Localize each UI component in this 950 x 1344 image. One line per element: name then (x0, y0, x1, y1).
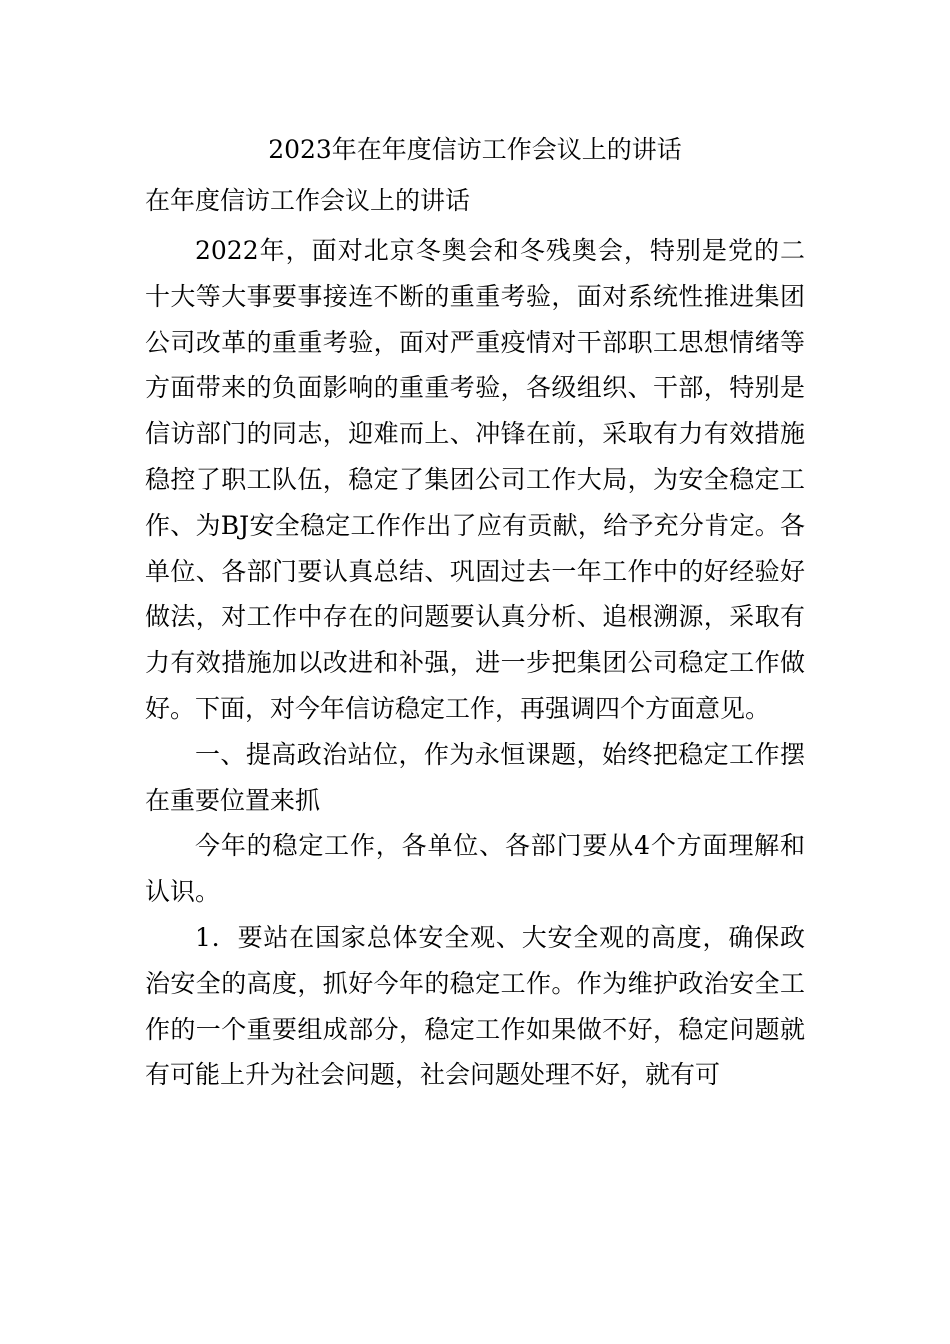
document-body (145, 228, 805, 1098)
paragraph-four-aspects: 今年的稳定工作，各单位、各部门要从4个方面理解和认识。 (145, 831, 805, 907)
document-subtitle: 在年度信访工作会议上的讲话 (145, 186, 471, 215)
paragraph-intro: 2022年，面对北京冬奥会和冬残奥会，特别是党的二十大等大事要事接连不断的重重考验，面对系统性推进集团公司改革的重重考验，面对严重疫情对干部职工思想情绪等方面带来的负面影响的重重考验，各级组织、干部，特别是信访部门的同志，迎难而上、冲锋在前，采取有力有效措施稳控了职工队伍，稳定了集团公司工作大局，为安全稳定工作、为BJ安全稳定工作作出了应有贡献，给予充分肯定。各单位、各部门要认真总结、巩固过去一年工作中的好经验好做法，对工作中存在的问题要认真分析、追根溯源，采取有力有效措施加以改进和补强，进一步把集团公司稳定工作做好。下面，对今年信访稳定工作，再强调四个方面意见。 (145, 236, 805, 723)
document-title: 2023年在年度信访工作会议上的讲话 (268, 135, 682, 164)
paragraph-section-one-heading: 一、提高政治站位，作为永恒课题，始终把稳定工作摆在重要位置来抓 (145, 739, 805, 815)
paragraph-point-one: 1．要站在国家总体安全观、大安全观的高度，确保政治安全的高度，抓好今年的稳定工作。作为维护政治安全工作的一个重要组成部分，稳定工作如果做不好，稳定问题就有可能上升为社会问题，社会问题处理不好，就有可 (145, 922, 805, 1090)
